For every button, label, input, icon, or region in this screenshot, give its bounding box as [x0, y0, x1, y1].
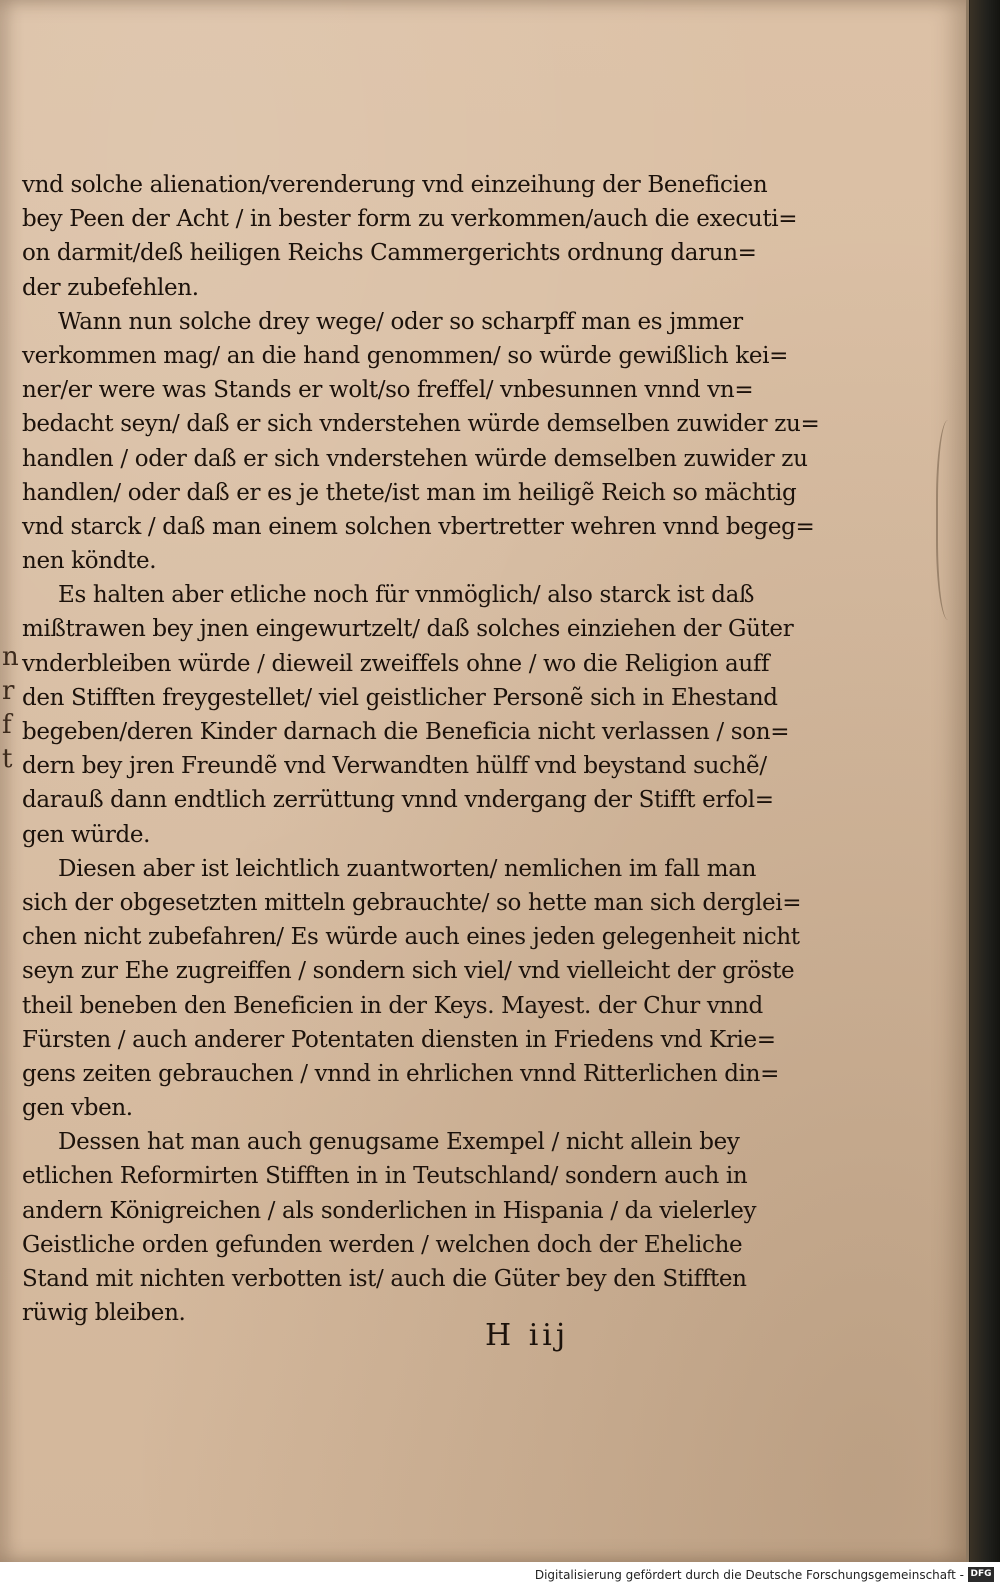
text-line: andern Königreichen / als sonderlichen in Hispania / da vielerley [22, 1197, 757, 1224]
page-fold [936, 420, 966, 620]
text-line: ner/er were was Stands er wolt/so freffel/ vnbesunnen vnnd vn= [22, 377, 754, 404]
margin-marks [2, 640, 19, 776]
text-line: Geistliche orden gefunden werden / welchen doch der Eheliche [22, 1231, 743, 1258]
text-line: Diesen aber ist leichtlich zuantworten/ nemlichen im fall man [58, 855, 757, 882]
text-line: nen köndte. [22, 548, 157, 575]
text-line: theil beneben den Beneficien in der Keys. Mayest. der Chur vnnd [22, 992, 763, 1019]
funding-notice: Digitalisierung gefördert durch die Deutsche Forschungsgemeinschaft - [534, 1568, 964, 1582]
text-line: dern bey jren Freundẽ vnd Verwandten hülff vnd beystand suchẽ/ [22, 753, 767, 780]
text-line: on darmit/deß heiligen Reichs Cammergerichts ordnung darun= [22, 240, 757, 267]
text-line: den Stifften freygestellet/ viel geistlicher Personẽ sich in Ehestand [22, 684, 778, 711]
margin-mark: t [2, 744, 13, 774]
text-line: etlichen Reformirten Stifften in in Teutschland/ sondern auch in [22, 1163, 748, 1190]
text-line: gen vben. [22, 1095, 133, 1122]
margin-mark: n [2, 642, 19, 672]
text-line: rüwig bleiben. [22, 1300, 186, 1327]
text-line: Wann nun solche drey wege/ oder so scharpff man es jmmer [58, 308, 743, 335]
text-line: handlen / oder daß er sich vnderstehen würde demselben zuwider zu [22, 445, 808, 472]
footer-bar [0, 1562, 1000, 1589]
text-line: Stand mit nichten verbotten ist/ auch die Güter bey den Stifften [22, 1266, 747, 1292]
text-line: der zubefehlen. [22, 274, 199, 301]
text-line: bey Peen der Acht / in bester form zu verkommen/auch die executi= [22, 206, 798, 233]
text-line: seyn zur Ehe zugreiffen / sondern sich viel/ vnd vielleicht der gröste [22, 958, 795, 985]
text-line: vnd solche alienation/verenderung vnd einzeihung der Beneficien [22, 172, 768, 198]
text-line: gens zeiten gebrauchen / vnnd in ehrlichen vnnd Ritterlichen din= [22, 1060, 780, 1087]
book-binding-edge [970, 0, 1000, 1562]
text-line: Es halten aber etliche noch für vnmöglich/ also starck ist daß [58, 582, 754, 609]
margin-mark: f [2, 710, 12, 740]
text-line: mißtrawen bey jnen eingewurtzelt/ daß solches einziehen der Güter [22, 616, 794, 643]
text-line: Dessen hat man auch genugsame Exempel / nicht allein bey [58, 1129, 740, 1156]
text-line: handlen/ oder daß er es je thete/ist man im heiligẽ Reich so mächtig [22, 479, 797, 506]
signature-mark: H iij [485, 1318, 570, 1353]
body-text [22, 168, 820, 1330]
margin-mark: r [2, 676, 15, 706]
text-line: bedacht seyn/ daß er sich vnderstehen würde demselben zuwider zu= [22, 411, 820, 438]
dfg-logo-icon: DFG [968, 1567, 994, 1582]
text-line: verkommen mag/ an die hand genommen/ so würde gewißlich kei= [22, 342, 789, 369]
text-line: Fürsten / auch anderer Potentaten diensten in Friedens vnd Krie= [22, 1026, 776, 1053]
text-line: vnd starck / daß man einem solchen vbertretter wehren vnnd begeg= [22, 513, 815, 540]
text-line: sich der obgesetzten mitteln gebrauchte/ so hette man sich derglei= [22, 889, 802, 916]
text-line: darauß dann endtlich zerrüttung vnnd vndergang der Stifft erfol= [22, 787, 774, 814]
text-line: gen würde. [22, 821, 151, 848]
text-line: begeben/deren Kinder darnach die Beneficia nicht verlassen / son= [22, 719, 790, 745]
text-line: vnderbleiben würde / dieweil zweiffels ohne / wo die Religion auff [22, 650, 770, 677]
text-line: chen nicht zubefahren/ Es würde auch eines jeden gelegenheit nicht [22, 924, 800, 951]
